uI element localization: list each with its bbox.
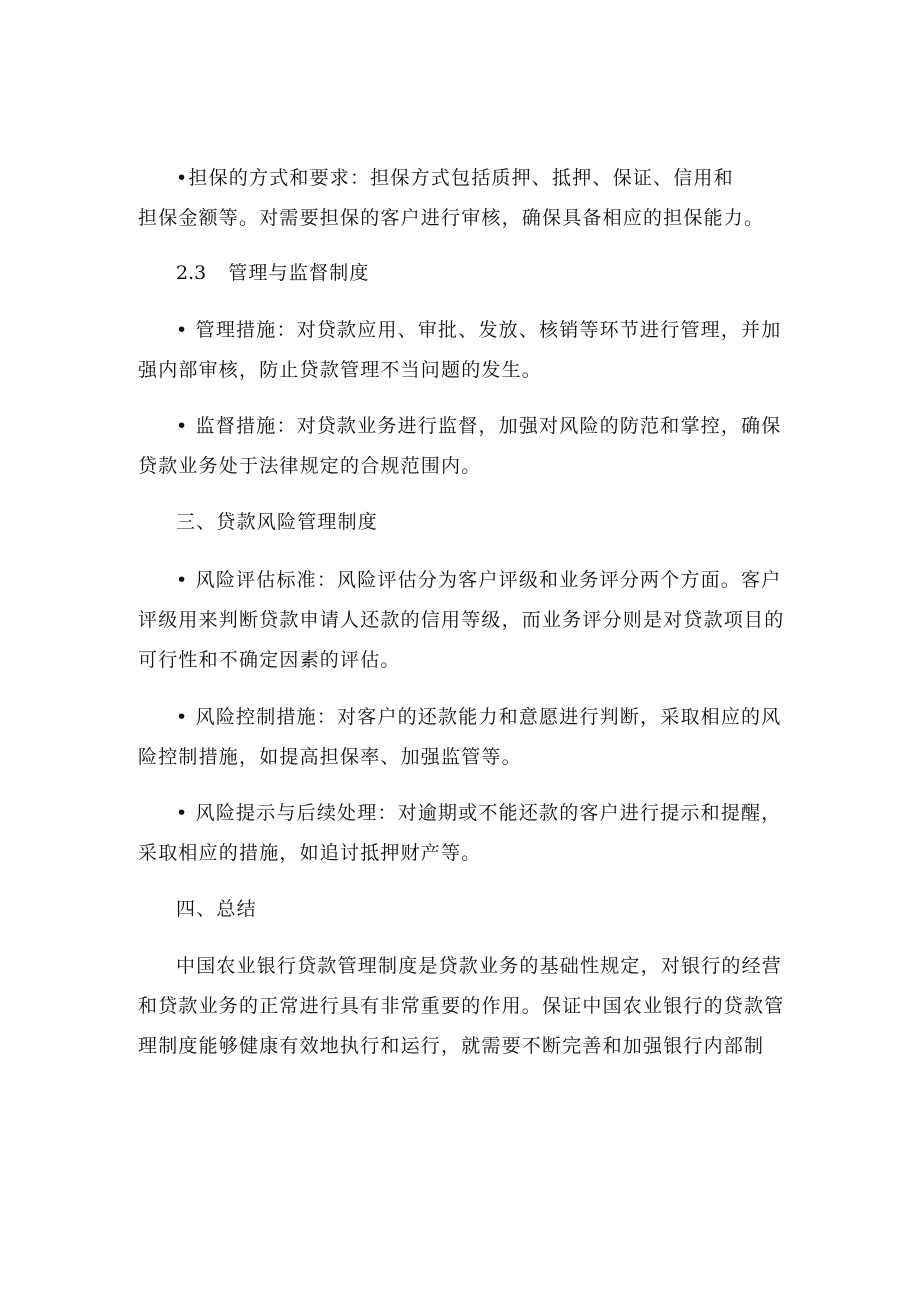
paragraph-management-measures bbox=[138, 310, 790, 390]
text-line: • 监督措施：对贷款业务进行监督，加强对风险的防范和掌控，确保 bbox=[176, 415, 782, 437]
text-line: 强内部审核，防止贷款管理不当问题的发生。 bbox=[138, 359, 543, 381]
paragraph-guarantee-methods bbox=[138, 158, 790, 238]
text-line: 担保金额等。对需要担保的客户进行审核，确保具备相应的担保能力。 bbox=[138, 207, 765, 229]
text-line: 中国农业银行贷款管理制度是贷款业务的基础性规定，对银行的经营 bbox=[176, 955, 783, 977]
text-line: • 风险提示与后续处理：对逾期或不能还款的客户进行提示和提醒， bbox=[176, 802, 782, 824]
section-heading-3 bbox=[176, 502, 378, 542]
paragraph-risk-warning bbox=[138, 793, 790, 873]
text-line: 贷款业务处于法律规定的合规范围内。 bbox=[138, 455, 482, 477]
paragraph-risk-assessment bbox=[138, 560, 790, 680]
paragraph-supervision-measures bbox=[138, 406, 790, 486]
text-line: • 风险控制措施：对客户的还款能力和意愿进行判断，采取相应的风 bbox=[176, 706, 782, 728]
text-line: • 风险评估标准：风险评估分为客户评级和业务评分两个方面。客户 bbox=[176, 569, 782, 591]
text-line: 评级用来判断贷款申请人还款的信用等级，而业务评分则是对贷款项目的 bbox=[138, 609, 785, 631]
section-number: 2.3 bbox=[176, 262, 207, 284]
text-line: 采取相应的措施，如追讨抵押财产等。 bbox=[138, 842, 482, 864]
section-title: 三、贷款风险管理制度 bbox=[176, 511, 379, 533]
text-line: •担保的方式和要求：担保方式包括质押、抵押、保证、信用和 bbox=[176, 167, 734, 189]
text-line: • 管理措施：对贷款应用、审批、发放、核销等环节进行管理，并加 bbox=[176, 319, 782, 341]
text-line: 和贷款业务的正常进行具有非常重要的作用。保证中国农业银行的贷款管 bbox=[138, 995, 785, 1017]
text-line: 险控制措施，如提高担保率、加强监管等。 bbox=[138, 746, 522, 768]
paragraph-risk-control bbox=[138, 697, 790, 777]
text-line: 理制度能够健康有效地执行和运行，就需要不断完善和加强银行内部制 bbox=[138, 1035, 765, 1057]
section-title: 四、总结 bbox=[176, 898, 257, 920]
section-heading-4 bbox=[176, 889, 257, 929]
paragraph-summary bbox=[138, 946, 790, 1066]
text-line: 可行性和不确定因素的评估。 bbox=[138, 649, 401, 671]
section-heading-2-3 bbox=[176, 253, 370, 293]
section-title: 管理与监督制度 bbox=[228, 262, 370, 284]
